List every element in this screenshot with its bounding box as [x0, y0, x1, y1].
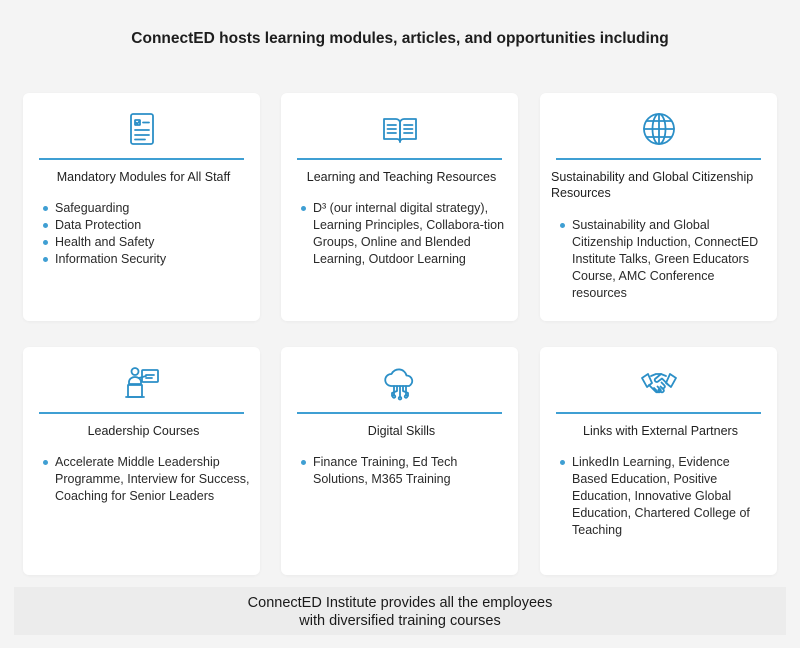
globe-icon	[540, 111, 777, 147]
bullet-list	[560, 454, 767, 539]
presenter-icon	[23, 365, 260, 401]
list-item: Information Security	[43, 251, 250, 268]
card-leadership	[23, 347, 260, 575]
bullet-list	[560, 217, 767, 302]
bullet-list	[301, 454, 508, 488]
card-title: Leadership Courses	[87, 424, 200, 438]
handshake-icon	[540, 365, 777, 401]
list-item: LinkedIn Learning, Evidence Based Education, Positive Education, Innovative Global Education, Chartered College of Teaching	[560, 454, 767, 539]
footer-line-2: with diversified training courses	[299, 613, 501, 629]
card-title: Sustainability and Global Citizenship Resources	[551, 170, 754, 200]
list-item: Sustainability and Global Citizenship Induction, ConnectED Institute Talks, Green Educators Course, AMC Conference resources	[560, 217, 767, 302]
open-book-icon	[281, 111, 518, 147]
divider	[297, 412, 502, 414]
card-title: Links with External Partners	[583, 424, 738, 438]
list-item: Safeguarding	[43, 200, 250, 217]
cloud-computing-icon	[281, 365, 518, 401]
list-item: Accelerate Middle Leadership Programme, Interview for Success, Coaching for Senior Leaders	[43, 454, 250, 505]
bullet-list	[301, 200, 506, 268]
list-item: Health and Safety	[43, 234, 250, 251]
divider	[297, 158, 502, 160]
list-item: Finance Training, Ed Tech Solutions, M365 Training	[301, 454, 508, 488]
card-title: Learning and Teaching Resources	[306, 170, 497, 184]
divider	[556, 412, 761, 414]
list-item: D³ (our internal digital strategy), Learning Principles, Collabora-tion Groups, Online and Blended Learning, Outdoor Learning	[301, 200, 506, 268]
divider	[39, 412, 244, 414]
card-sustainability	[540, 93, 777, 321]
card-mandatory-modules	[23, 93, 260, 321]
card-learning-teaching	[281, 93, 518, 321]
bullet-list	[43, 200, 250, 268]
checklist-icon	[23, 111, 260, 147]
page-title: ConnectED hosts learning modules, articles, and opportunities including	[131, 30, 669, 47]
card-title: Digital Skills	[367, 424, 436, 438]
card-title: Mandatory Modules for All Staff	[56, 170, 231, 184]
card-external-partners	[540, 347, 777, 575]
divider	[39, 158, 244, 160]
footer-banner	[14, 587, 786, 635]
divider	[556, 158, 761, 160]
bullet-list	[43, 454, 250, 505]
footer-line-1: ConnectED Institute provides all the employees	[247, 595, 553, 611]
list-item: Data Protection	[43, 217, 250, 234]
card-digital-skills	[281, 347, 518, 575]
